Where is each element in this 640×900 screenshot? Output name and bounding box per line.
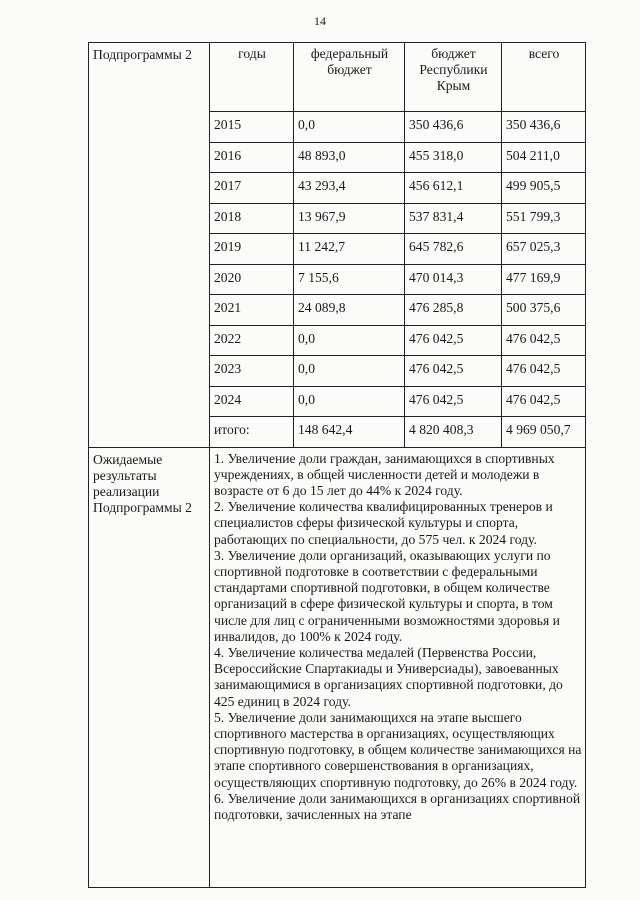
results-label: Ожидаемые результаты реализации Подпрограммы 2 [93, 451, 192, 515]
federal-cell: 13 967,9 [294, 203, 405, 234]
year-cell: 2016 [210, 142, 294, 173]
crimea-total-cell: 4 820 408,3 [405, 417, 502, 448]
federal-cell: 7 155,6 [294, 264, 405, 295]
results-cell [210, 447, 586, 887]
total-cell: 504 211,0 [502, 142, 586, 173]
federal-cell: 11 242,7 [294, 234, 405, 265]
crimea-cell: 537 831,4 [405, 203, 502, 234]
results-row [89, 447, 586, 887]
crimea-cell: 645 782,6 [405, 234, 502, 265]
header-federal-budget: федеральный бюджет [294, 43, 405, 112]
federal-cell: 48 893,0 [294, 142, 405, 173]
results-label-cell [89, 447, 210, 887]
crimea-cell: 476 042,5 [405, 325, 502, 356]
year-cell: 2024 [210, 386, 294, 417]
crimea-cell: 476 042,5 [405, 386, 502, 417]
crimea-cell: 455 318,0 [405, 142, 502, 173]
result-item: 2. Увеличение количества квалифицированных тренеров и специалистов сферы физической культуры и спорта, работающих по специальности, до 575 чел. к 2024 году. [214, 499, 553, 547]
year-cell: 2019 [210, 234, 294, 265]
result-item: 6. Увеличение доли занимающихся в организациях спортивной подготовки, зачисленных на этапе [214, 790, 581, 822]
total-cell: 477 169,9 [502, 264, 586, 295]
header-total: всего [502, 43, 586, 112]
crimea-cell: 476 042,5 [405, 356, 502, 387]
crimea-cell: 350 436,6 [405, 112, 502, 143]
page-number: 14 [314, 14, 326, 28]
result-item: 5. Увеличение доли занимающихся на этапе высшего спортивного мастерства в организациях, осуществляющих спортивную подготовку, в общем количестве занимающихся на этапе спортивного совершенствования в организациях, осуществляющих спортивную подготовку, до 26% в 2024 году. [214, 709, 582, 790]
table-header-row [89, 43, 586, 112]
federal-cell: 0,0 [294, 112, 405, 143]
total-cell: 350 436,6 [502, 112, 586, 143]
year-cell: 2017 [210, 173, 294, 204]
year-cell: 2015 [210, 112, 294, 143]
total-cell: 500 375,6 [502, 295, 586, 326]
year-cell: 2023 [210, 356, 294, 387]
header-years: годы [210, 43, 294, 112]
total-cell: 476 042,5 [502, 356, 586, 387]
section-label-cell [89, 43, 210, 448]
result-item: 3. Увеличение доли организаций, оказывающих услуги по спортивной подготовке в соответствии с федеральными стандартами спортивной подготовки, в общем количестве организаций в сфере физической культуры и спорта, в том числе для лиц с ограниченными возможностями здоровья и инвалидов, до 100% к 2024 году. [214, 547, 560, 644]
federal-cell: 0,0 [294, 386, 405, 417]
federal-cell: 43 293,4 [294, 173, 405, 204]
total-cell: 499 905,5 [502, 173, 586, 204]
federal-cell: 0,0 [294, 356, 405, 387]
results-list [214, 451, 582, 885]
result-item: 4. Увеличение количества медалей (Первенства России, Всероссийские Спартакиады и Универсиады), завоеванных занимающимися в организациях спортивной подготовки, до 425 единиц в 2024 году. [214, 644, 563, 709]
federal-cell: 0,0 [294, 325, 405, 356]
header-crimea-budget: бюджет Республики Крым [405, 43, 502, 112]
section-label: Подпрограммы 2 [93, 47, 192, 62]
budget-table [88, 42, 586, 888]
crimea-cell: 476 285,8 [405, 295, 502, 326]
result-item: 1. Увеличение доли граждан, занимающихся в спортивных учреждениях, в общей численности детей и молодежи в возрасте от 6 до 15 лет до 44% к 2024 году. [214, 450, 555, 498]
year-cell: 2018 [210, 203, 294, 234]
total-cell: 476 042,5 [502, 386, 586, 417]
crimea-cell: 456 612,1 [405, 173, 502, 204]
grand-total-cell: 4 969 050,7 [502, 417, 586, 448]
crimea-cell: 470 014,3 [405, 264, 502, 295]
total-cell: 551 799,3 [502, 203, 586, 234]
year-cell: 2021 [210, 295, 294, 326]
total-cell: 657 025,3 [502, 234, 586, 265]
total-cell: 476 042,5 [502, 325, 586, 356]
total-row-label: итого: [210, 417, 294, 448]
federal-total-cell: 148 642,4 [294, 417, 405, 448]
year-cell: 2022 [210, 325, 294, 356]
year-cell: 2020 [210, 264, 294, 295]
federal-cell: 24 089,8 [294, 295, 405, 326]
